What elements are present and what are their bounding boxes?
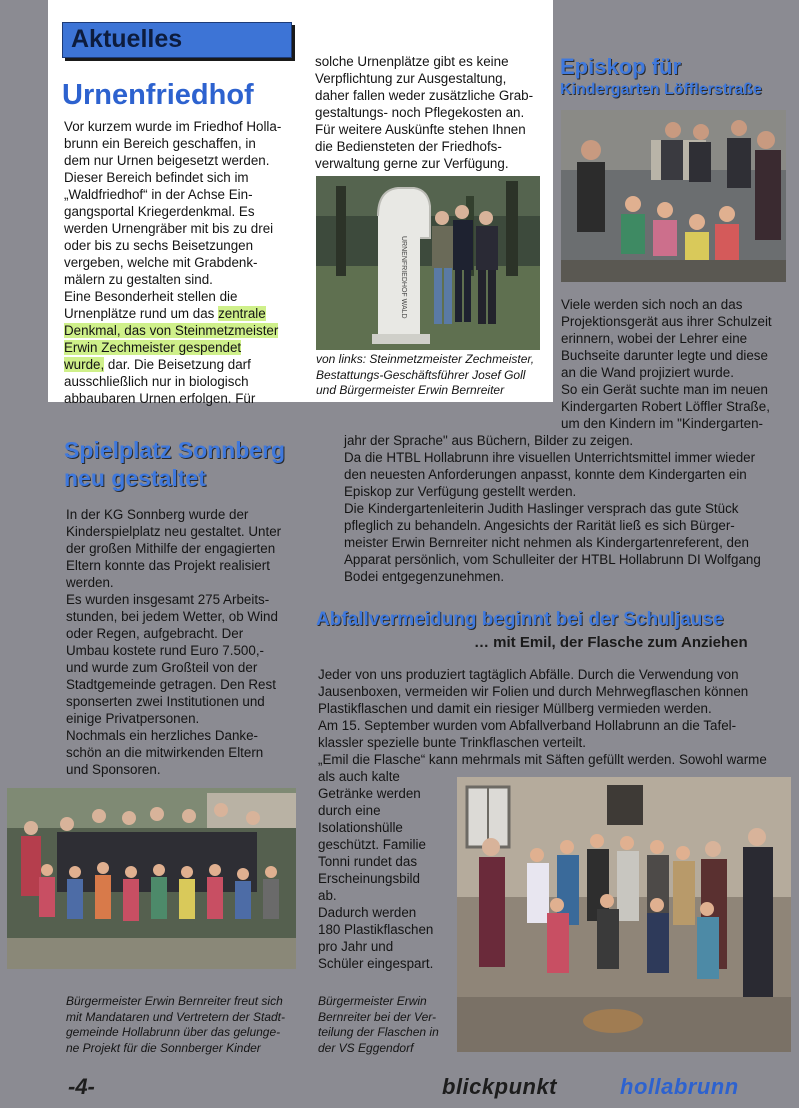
- text-fragment: dar. Die Beisetzung darf: [104, 357, 251, 372]
- text-line: einige Privatpersonen.: [66, 711, 200, 726]
- text-line: erinnern, wobei der Lehrer eine: [561, 331, 748, 346]
- text-line: pfleglich zu behandeln. Angesichts der Rarität ließ es sich Bürger-: [344, 518, 735, 533]
- text-line: Jeder von uns produziert tagtäglich Abfälle. Durch die Verwendung von: [318, 667, 739, 682]
- footer-brand-blickpunkt: blickpunkt: [442, 1074, 558, 1099]
- text-line: Bodei entgegenzunehmen.: [344, 569, 505, 584]
- text-line: solche Urnenplätze gibt es keine: [315, 54, 509, 69]
- urnenfriedhof-photo: [316, 176, 540, 350]
- text-line: pro Jahr und: [318, 939, 394, 954]
- page-number: -4-: [68, 1074, 95, 1099]
- text-line: „Emil die Flasche“ kann mehrmals mit Säften gefüllt werden. Sowohl warme: [318, 752, 767, 767]
- text-line: Die Kindergartenleiterin Judith Haslinger versprach das gute Stück: [344, 501, 739, 516]
- caption-line: der VS Eggendorf: [318, 1040, 414, 1055]
- urnenfriedhof-title: Urnenfriedhof: [62, 79, 254, 111]
- spielplatz-photo: [7, 788, 296, 969]
- text-line: Dieser Bereich befindet sich im: [64, 170, 249, 185]
- text-line: In der KG Sonnberg wurde der: [66, 507, 249, 522]
- caption-line: gemeinde Hollabrunn über das gelunge-: [66, 1025, 281, 1039]
- text-line: klassler spezielle bunte Trinkflaschen verteilt.: [318, 735, 586, 750]
- abfall-title: Abfallvermeidung beginnt bei der Schuljause: [316, 609, 724, 630]
- episkop-intro: [561, 296, 791, 432]
- text-line: Erscheinungsbild: [318, 871, 420, 886]
- caption-line: und Bürgermeister Erwin Bernreiter: [316, 383, 505, 397]
- text-line: Projektionsgerät aus ihrer Schulzeit: [561, 314, 772, 329]
- text-line: und Sponsoren.: [66, 762, 161, 777]
- text-line: meister Erwin Bernreiter nicht nehmen als Kindergartenreferent, den: [344, 535, 749, 550]
- caption-line: teilung der Flaschen in: [318, 1025, 439, 1039]
- caption-line: Bürgermeister Erwin: [318, 994, 427, 1008]
- text-line: Am 15. September wurden vom Abfallverband Hollabrunn an die Tafel-: [318, 718, 737, 733]
- photo-illustration: [7, 788, 296, 969]
- text-line: gangsportal Kriegerdenkmal. Es: [64, 204, 255, 219]
- highlighted-text: wurde,: [64, 357, 105, 372]
- highlighted-text: Erwin Zechmeister gespendet: [64, 340, 242, 355]
- section-banner-label: Aktuelles: [71, 25, 183, 53]
- text-line: verwaltung gerne zur Verfügung.: [315, 156, 509, 171]
- text-line: Nochmals ein herzliches Danke-: [66, 728, 259, 743]
- text-line: als auch kalte: [318, 769, 400, 784]
- text-line: oder bis zu sechs Beisetzungen: [64, 238, 254, 253]
- photo-illustration: [316, 176, 540, 350]
- text-line: Dadurch werden: [318, 905, 417, 920]
- text-line: der großen Mithilfe der engagierten: [66, 541, 276, 556]
- text-line: Kindergarten Robert Löffler Straße,: [561, 399, 770, 414]
- abfall-photo: [457, 777, 791, 1052]
- text-line: sponserten zwei Institutionen und: [66, 694, 265, 709]
- text-line: durch eine: [318, 803, 381, 818]
- text-line: Apparat persönlich, vom Schulleiter der HTBL Hollabrunn DI Wolfgang: [344, 552, 761, 567]
- title-line: Spielplatz Sonnberg: [64, 437, 286, 463]
- text-line: Für weitere Auskünfte stehen Ihnen: [315, 122, 526, 137]
- text-line: Schüler eingespart.: [318, 956, 434, 971]
- text-line: stunden, bei jedem Wetter, ob Wind: [66, 609, 278, 624]
- urnenfriedhof-column-1: [64, 118, 299, 407]
- text-line: daher fallen weder zusätzliche Grab-: [315, 88, 534, 103]
- text-line: ausschließlich nur in biologisch: [64, 374, 249, 389]
- text-line: Isolationshülle: [318, 820, 403, 835]
- urnenfriedhof-column-2: [315, 53, 547, 172]
- stone-inscription: URNENFRIEDHOF WALD: [400, 236, 407, 319]
- text-line: an die Wand projiziert wurde.: [561, 365, 734, 380]
- text-line: [64, 305, 299, 322]
- text-line: vergeben, welche mit Grabdenk-: [64, 255, 258, 270]
- caption-line: mit Mandataren und Vertretern der Stadt-: [66, 1009, 285, 1024]
- text-line: den neuesten Anforderungen anpasst, konnte dem Kindergarten ein: [344, 467, 747, 482]
- photo-illustration: [457, 777, 791, 1052]
- text-line: „Waldfriedhof“ in der Achse Ein-: [64, 187, 253, 202]
- episkop-title: Episkop für: [560, 54, 682, 79]
- section-banner: [62, 22, 292, 58]
- text-line: Eltern konnte das Projekt realisiert: [66, 558, 270, 573]
- text-line: mälern zu gestalten sind.: [64, 272, 213, 287]
- text-line: dem nur Urnen beigesetzt werden.: [64, 153, 270, 168]
- text-line: [64, 356, 299, 373]
- text-line: gestaltungs- noch Pflegekosten an.: [315, 105, 525, 120]
- caption-line: Bestattungs-Geschäftsführer Josef Goll: [316, 367, 526, 382]
- text-line: Eine Besonderheit stellen die: [64, 289, 238, 304]
- episkop-body: [344, 432, 790, 585]
- text-line: ab.: [318, 888, 337, 903]
- text-line: schön an die mitwirkenden Eltern: [66, 745, 264, 760]
- text-line: Plastikflaschen und damit ein riesiger Müllberg vermieden werden.: [318, 701, 712, 716]
- spielplatz-caption: [66, 994, 306, 1056]
- highlighted-text: zentrale: [218, 306, 266, 321]
- photo-illustration: [561, 110, 786, 282]
- spielplatz-title: [64, 436, 285, 492]
- text-line: und wurde zum Großteil von der: [66, 660, 258, 675]
- text-line: Kinderspielplatz neu gestaltet. Unter: [66, 524, 282, 539]
- caption-line: Bürgermeister Erwin Bernreiter freut sich: [66, 994, 283, 1008]
- text-line: geschützt. Familie: [318, 837, 426, 852]
- highlighted-text: Denkmal, das von Steinmetzmeister: [64, 323, 279, 338]
- spielplatz-body: [66, 506, 316, 778]
- text-line: werden.: [66, 575, 114, 590]
- title-line: neu gestaltet: [64, 465, 206, 491]
- abfall-caption: [318, 994, 453, 1056]
- text-line: 180 Plastikflaschen: [318, 922, 434, 937]
- text-line: Es wurden insgesamt 275 Arbeits-: [66, 592, 270, 607]
- footer-brand-hollabrunn: hollabrunn: [620, 1074, 739, 1099]
- text-line: jahr der Sprache" aus Büchern, Bilder zu zeigen.: [344, 433, 634, 448]
- text-line: werden Urnengräber mit bis zu drei: [64, 221, 274, 236]
- text-line: brunn ein Bereich geschaffen, in: [64, 136, 256, 151]
- text-line: Stadtgemeinde getragen. Den Rest: [66, 677, 276, 692]
- text-line: Vor kurzem wurde im Friedhof Holla-: [64, 119, 282, 134]
- text-line: die Bediensteten der Friedhofs-: [315, 139, 502, 154]
- text-fragment: Urnenplätze rund um das: [64, 306, 219, 321]
- text-line: [64, 339, 299, 356]
- text-line: Viele werden sich noch an das: [561, 297, 743, 312]
- text-line: oder Regen, aufgebracht. Der: [66, 626, 244, 641]
- text-line: Umbau kostete rund Euro 7.500,-: [66, 643, 264, 658]
- abfall-subtitle: … mit Emil, der Flasche zum Anziehen: [474, 634, 748, 651]
- caption-line: Bernreiter bei der Ver-: [318, 1009, 437, 1024]
- text-line: Tonni rundet das: [318, 854, 418, 869]
- abfall-body: [318, 666, 792, 768]
- abfall-narrow-body: [318, 768, 456, 972]
- text-line: Episkop zur Verfügung gestellt werden.: [344, 484, 577, 499]
- text-line: Verpflichtung zur Ausgestaltung,: [315, 71, 507, 86]
- episkop-subtitle: Kindergarten Löfflerstraße: [560, 81, 762, 98]
- text-line: Da die HTBL Hollabrunn ihre visuellen Unterrichtsmittel immer wieder: [344, 450, 756, 465]
- caption-line: von links: Steinmetzmeister Zechmeister,: [316, 352, 535, 366]
- text-line: um den Kindern im "Kindergarten-: [561, 416, 763, 431]
- caption-line: ne Projekt für die Sonnberger Kinder: [66, 1040, 261, 1055]
- episkop-photo: [561, 110, 786, 282]
- text-line: Jausenboxen, vermeiden wir Folien und durch Mehrwegflaschen können: [318, 684, 749, 699]
- text-line: Buchseite darunter legte und diese: [561, 348, 768, 363]
- text-line: Getränke werden: [318, 786, 421, 801]
- text-line: abbaubaren Urnen erfolgen. Für: [64, 391, 256, 406]
- urnenfriedhof-caption: [316, 352, 548, 399]
- text-line: So ein Gerät suchte man im neuen: [561, 382, 768, 397]
- text-line: [64, 322, 299, 339]
